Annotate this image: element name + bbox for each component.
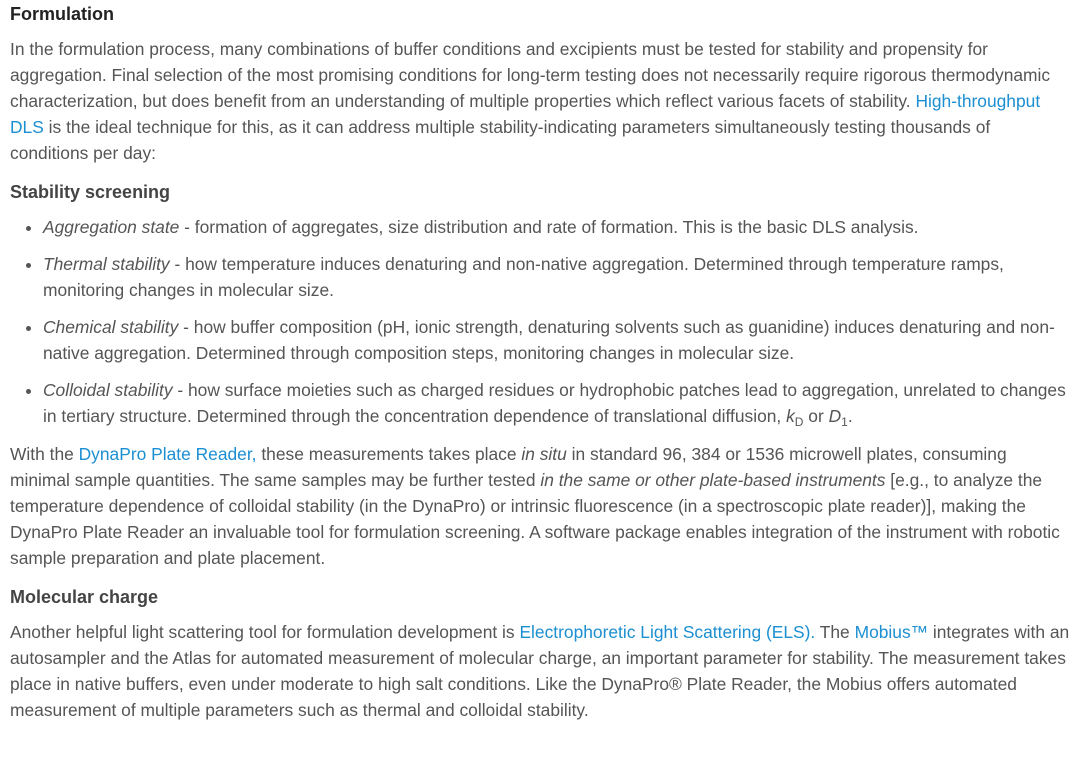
term-thermal-stability: Thermal stability	[43, 254, 170, 274]
charge-text-end: integrates with an autosampler and the Atlas for automated measurement of molecular charge, an important parameter for stability. The measurement takes place in native buffers, even under moderate to high salt conditions. Like the DynaPro® Plate Reader, the Mobius offers automated measurement of multiple parameters such as thermal and colloidal stability.	[10, 622, 1070, 720]
section-title-formulation: Formulation	[10, 4, 114, 24]
d1-subscript: 1	[841, 415, 848, 429]
high-throughput-dls-link[interactable]: High-throughput DLS	[10, 91, 1041, 137]
same-other-instruments-text: in the same or other plate-based instruments	[540, 470, 886, 490]
stability-screening-heading: Stability screening	[10, 182, 171, 202]
list-item-chemical-stability	[43, 314, 1070, 366]
dynapro-text-mid1: these measurements takes place	[256, 444, 522, 464]
dynapro-text-mid2: in standard 96, 384 or 1536 microwell plates, consuming minimal sample quantities. The same samples may be further tested	[10, 444, 1007, 490]
intro-text-2: is the ideal technique for this, as it can address multiple stability-indicating parameters simultaneously testing thousands of conditions per day:	[10, 117, 991, 163]
kd-subscript: D	[794, 415, 804, 429]
mobius-link[interactable]: Mobius™	[854, 622, 929, 642]
els-link[interactable]: Electrophoretic Light Scattering (ELS).	[519, 622, 816, 642]
molecular-charge-heading: Molecular charge	[10, 587, 159, 607]
end-period: .	[847, 406, 853, 426]
desc-aggregation-state: - formation of aggregates, size distribution and rate of formation. This is the basic DLS analysis.	[179, 217, 919, 237]
charge-text-mid: The	[815, 622, 855, 642]
list-item-colloidal-stability	[43, 377, 1070, 429]
stability-list	[10, 214, 1070, 429]
term-chemical-stability: Chemical stability	[43, 317, 179, 337]
dynapro-text-start: With the	[10, 444, 79, 464]
d1-symbol: D	[828, 406, 842, 426]
charge-text-start: Another helpful light scattering tool for formulation development is	[10, 622, 520, 642]
desc-chemical-stability: - how buffer composition (pH, ionic strength, denaturing solvents such as guanidine) induces denaturing and non-native aggregation. Determined through composition steps, monitoring changes in molecular size.	[43, 317, 1055, 363]
term-aggregation-state: Aggregation state	[43, 217, 180, 237]
dynapro-text-end: [e.g., to analyze the temperature dependence of colloidal stability (in the DynaPro) or intrinsic fluorescence (in a spectroscopic plate reader)], making the DynaPro Plate Reader an invaluable tool for formulation screening. A software package enables integration of the instrument with robotic sample preparation and plate placement.	[10, 470, 1060, 568]
or-text: or	[803, 406, 829, 426]
desc-colloidal-stability: - how surface moieties such as charged residues or hydrophobic patches lead to aggregation, unrelated to changes in tertiary structure. Determined through the concentration dependence of translational diffusion,	[43, 380, 1066, 426]
in-situ-text: in situ	[521, 444, 567, 464]
formulation-intro-paragraph	[10, 36, 1070, 166]
kd-symbol: k	[786, 406, 795, 426]
dynapro-plate-reader-link[interactable]: DynaPro Plate Reader,	[78, 444, 257, 464]
dynapro-paragraph	[10, 441, 1070, 571]
intro-text-1: In the formulation process, many combinations of buffer conditions and excipients must be tested for stability and propensity for aggregation. Final selection of the most promising conditions for long-term testing does not necessarily require rigorous thermodynamic characterization, but does benefit from an understanding of multiple properties which reflect various facets of stability.	[10, 39, 1051, 111]
molecular-charge-paragraph	[10, 619, 1070, 723]
list-item-aggregation-state	[43, 214, 1070, 240]
desc-thermal-stability: - how temperature induces denaturing and non-native aggregation. Determined through temperature ramps, monitoring changes in molecular size.	[43, 254, 1004, 300]
term-colloidal-stability: Colloidal stability	[43, 380, 173, 400]
list-item-thermal-stability	[43, 251, 1070, 303]
